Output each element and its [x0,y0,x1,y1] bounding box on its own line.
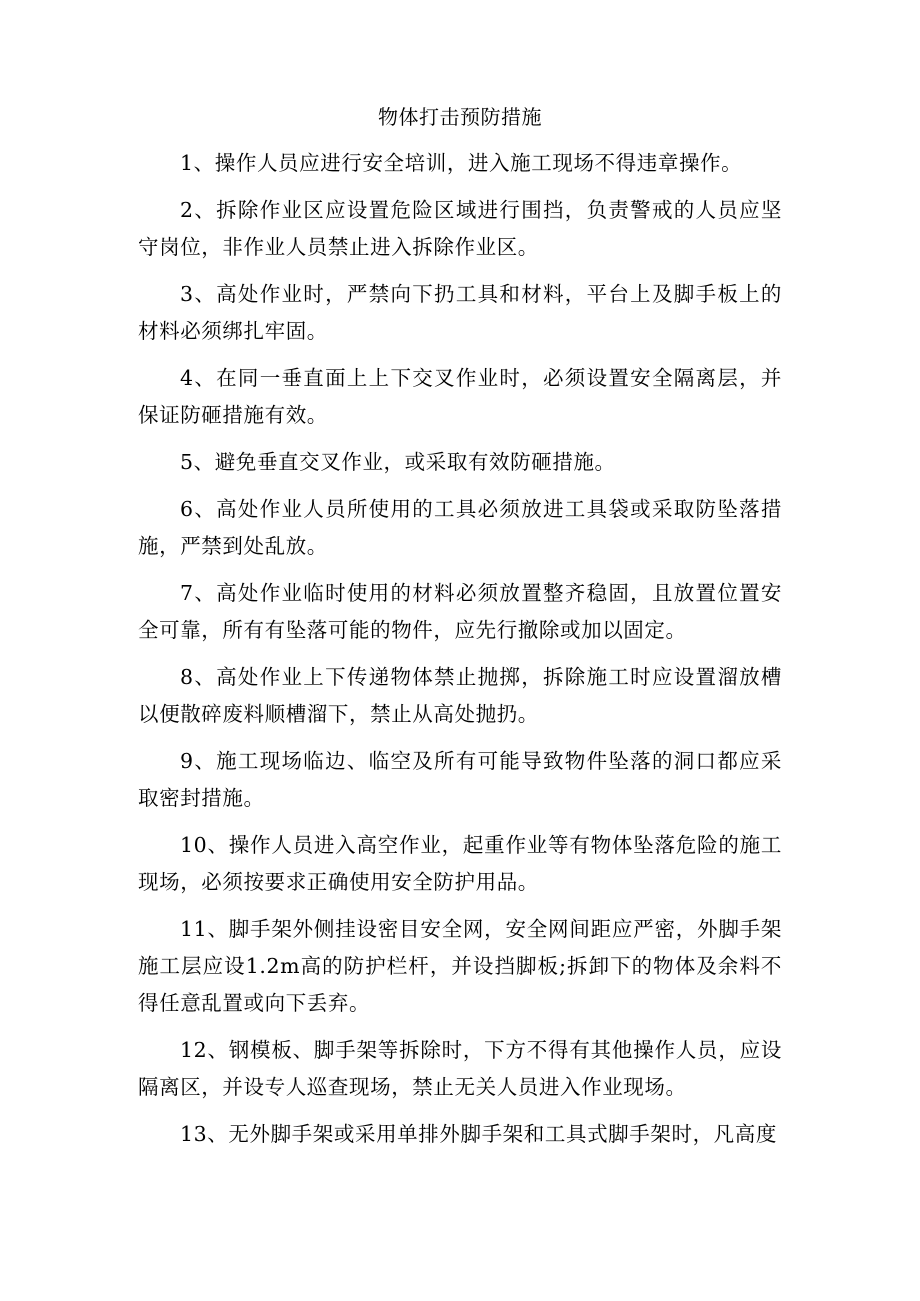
paragraph-13: 13、无外脚手架或采用单排外脚手架和工具式脚手架时，凡高度 [180,1122,777,1146]
paragraph-4: 4、在同一垂直面上上下交叉作业时，必须设置安全隔离层，并保证防砸措施有效。 [138,366,782,427]
paragraph-8: 8、高处作业上下传递物体禁止抛掷，拆除施工时应设置溜放槽以便散碎废料顺槽溜下，禁止从高处抛扔。 [138,665,782,726]
paragraph-10: 10、操作人员进入高空作业，起重作业等有物体坠落危险的施工现场，必须按要求正确使用安全防护用品。 [138,833,782,894]
paragraph-9: 9、施工现场临边、临空及所有可能导致物件坠落的洞口都应采取密封措施。 [138,749,782,810]
paragraph-5: 5、避免垂直交叉作业，或采取有效防砸措施。 [180,450,616,474]
paragraph-3: 3、高处作业时，严禁向下扔工具和材料，平台上及脚手板上的材料必须绑扎牢固。 [138,282,782,343]
paragraph-7: 7、高处作业临时使用的材料必须放置整齐稳固，且放置位置安全可靠，所有有坠落可能的物件，应先行撤除或加以固定。 [138,581,782,642]
paragraph-6: 6、高处作业人员所使用的工具必须放进工具袋或采取防坠落措施，严禁到处乱放。 [138,497,782,558]
paragraph-1: 1、操作人员应进行安全培训，进入施工现场不得违章操作。 [180,151,743,175]
paragraph-2: 2、拆除作业区应设置危险区域进行围挡，负责警戒的人员应坚守岗位，非作业人员禁止进入拆除作业区。 [138,198,782,259]
document-title: 物体打击预防措施 [378,105,542,129]
document-body [138,145,782,1163]
paragraph-11: 11、脚手架外侧挂设密目安全网，安全网间距应严密，外脚手架施工层应设1.2m高的防护栏杆，并设挡脚板;拆卸下的物体及余料不得任意乱置或向下丢弃。 [138,917,782,1015]
paragraph-12: 12、钢模板、脚手架等拆除时，下方不得有其他操作人员，应设隔离区，并设专人巡查现场，禁止无关人员进入作业现场。 [138,1038,782,1099]
